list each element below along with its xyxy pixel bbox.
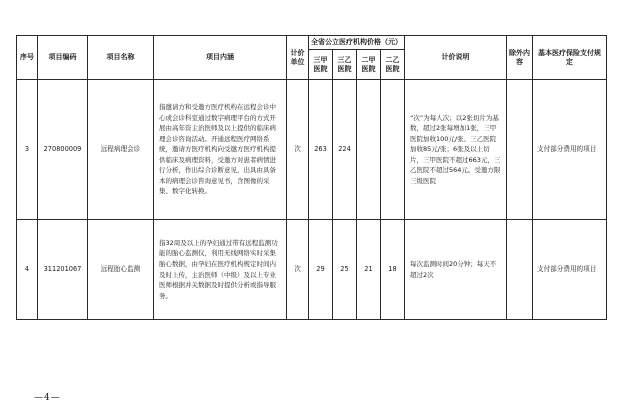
header-hosp-4: 二乙医院 <box>381 50 405 80</box>
cell-price-1: 29 <box>309 220 333 320</box>
cell-explanation: “次”为每人次；以2张切片为基数，超过2张每增加1张，三甲医院加收100元/张、三乙医院加收85元/张；6张及以上切片，三甲医院不超过663元，三乙医院不超过564元。受邀方限三级医院 <box>405 80 507 220</box>
cell-unit: 次 <box>287 220 309 320</box>
table-row <box>17 220 607 320</box>
page-number: —4— <box>34 393 61 403</box>
cell-name: 远程胎心监测 <box>88 220 154 320</box>
header-hosp-1: 三甲医院 <box>309 50 333 80</box>
header-name: 项目名称 <box>88 36 154 80</box>
cell-seq: 4 <box>17 220 38 320</box>
header-unit: 计价单位 <box>287 36 309 80</box>
cell-name: 远程病理会诊 <box>88 80 154 220</box>
cell-content: 指32周及以上的孕妇通过带有远程监测功能的胎心监测仪，利用无线网络实时采集胎心数据，由孕妇在医疗机构规定时间内及时上传，主治医师（中级）及以上专业医师根据并关数据及时提供分析或指导服务。 <box>154 220 287 320</box>
cell-content: 指邀请方和受邀方医疗机构在远程会诊中心或会诊科室通过数字病理平台的方式开展由高年资主治医师及以上提供的临床病理会诊咨询活动。开通远程医疗网络系统，邀请方医疗机构向受邀方医疗机构提供临床及病理资料，受邀方对患者病情进行分析，作出综合诊断意见，出具由具备本的病理会诊咨询意见书，含图像的采集、数字化转换。 <box>154 80 287 220</box>
cell-exclude <box>507 80 533 220</box>
cell-price-4 <box>381 80 405 220</box>
cell-explanation: 每次监测时间20分钟；每天不超过2次 <box>405 220 507 320</box>
cell-price-4: 18 <box>381 220 405 320</box>
header-exclude: 除外内容 <box>507 36 533 80</box>
cell-insurance: 支付部分费用的项目 <box>533 80 607 220</box>
cell-price-3: 21 <box>357 220 381 320</box>
cell-seq: 3 <box>17 80 38 220</box>
header-insurance: 基本医疗保险支付规定 <box>533 36 607 80</box>
header-seq: 序号 <box>17 36 38 80</box>
cell-price-3 <box>357 80 381 220</box>
cell-insurance: 支付部分费用的项目 <box>533 220 607 320</box>
header-explanation: 计价说明 <box>405 36 507 80</box>
header-hosp-2: 三乙医院 <box>333 50 357 80</box>
table-row <box>17 80 607 220</box>
header-content: 项目内涵 <box>154 36 287 80</box>
cell-price-2: 25 <box>333 220 357 320</box>
cell-price-2: 224 <box>333 80 357 220</box>
price-table <box>16 35 607 320</box>
cell-code: 311201067 <box>38 220 88 320</box>
header-row-1 <box>17 36 607 50</box>
header-price-group: 全省公立医疗机构价格（元） <box>309 36 405 50</box>
header-hosp-3: 二甲医院 <box>357 50 381 80</box>
cell-exclude <box>507 220 533 320</box>
cell-code: 270800009 <box>38 80 88 220</box>
cell-price-1: 263 <box>309 80 333 220</box>
header-code: 项目编码 <box>38 36 88 80</box>
cell-unit: 次 <box>287 80 309 220</box>
